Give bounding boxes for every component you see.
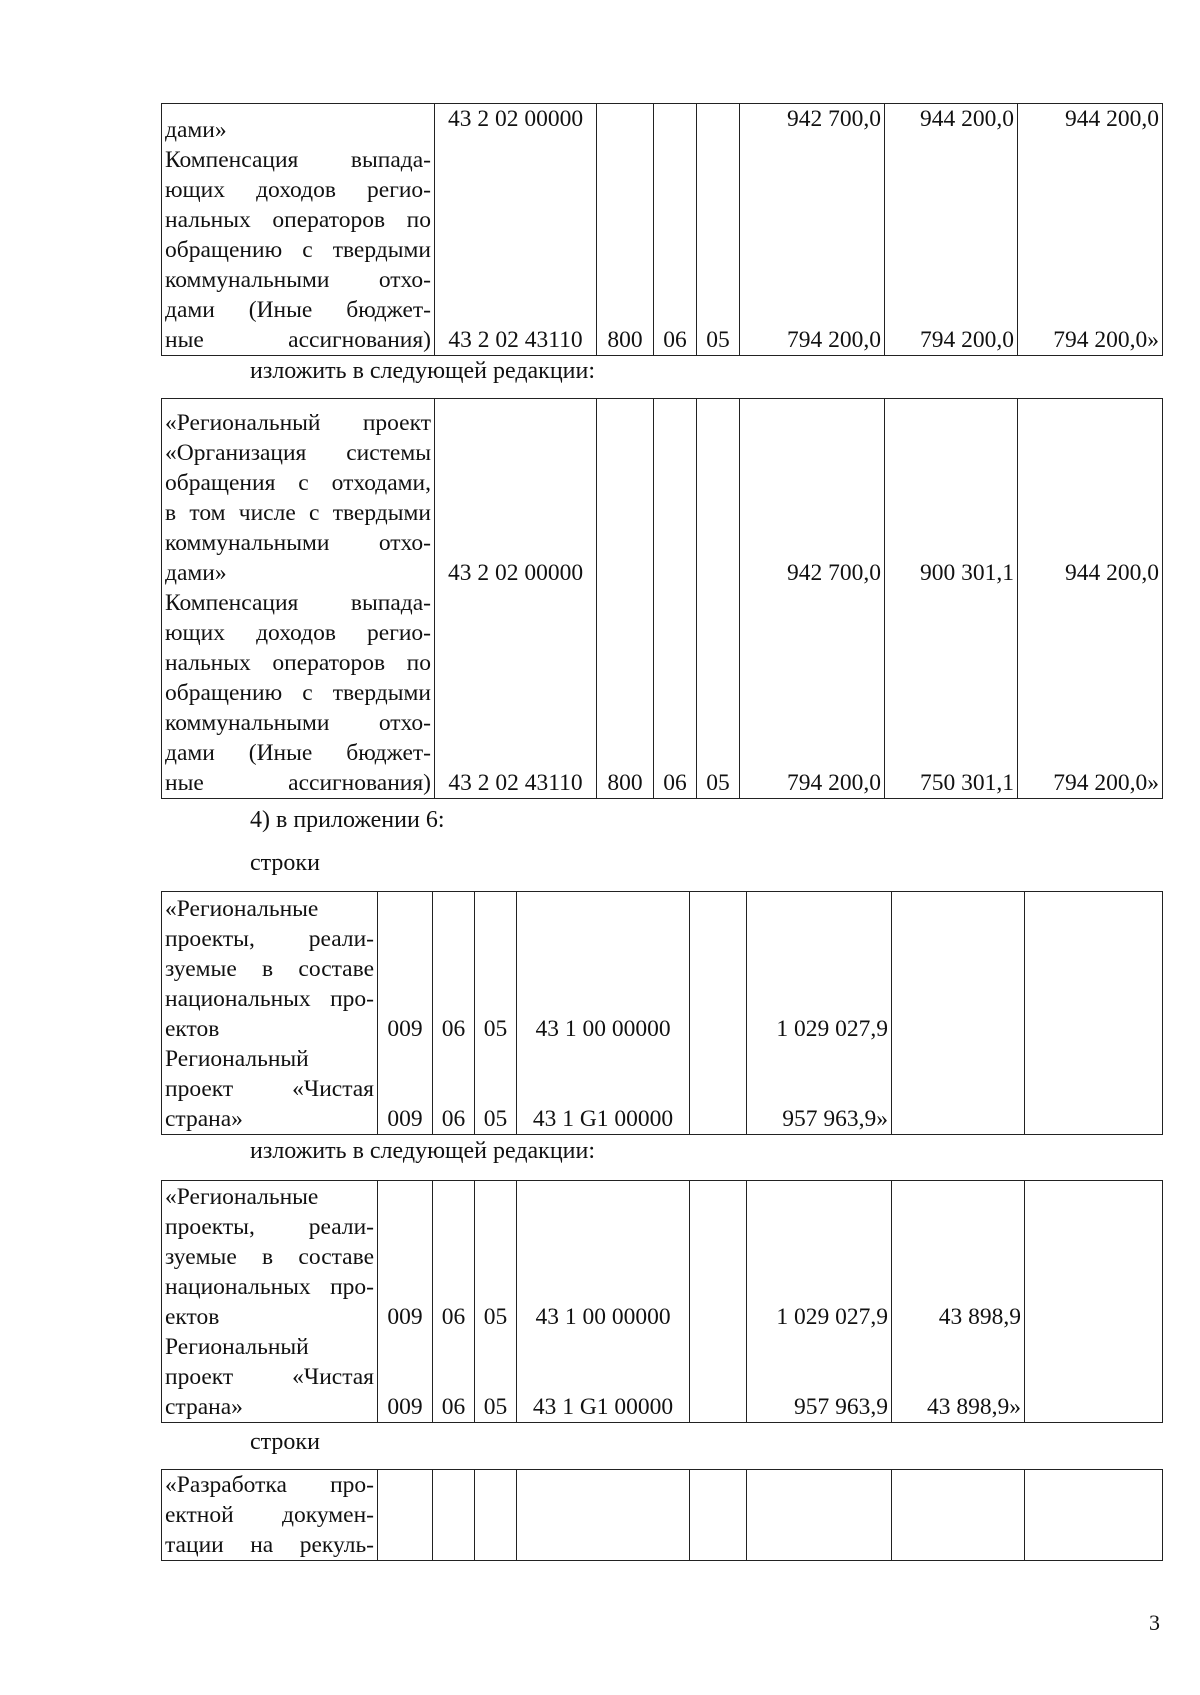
table2-description [162,399,435,799]
code-a: 43 2 02 00000 [447,106,584,132]
code-cell [517,1470,690,1561]
desc-line: страна» [165,1106,243,1132]
pr-cell [475,1470,517,1561]
vr-cell: 800 [597,104,654,356]
desc-line: проект «Чистая [165,1364,374,1390]
desc-line: обращению с твердыми [165,237,431,263]
rz-cell: 06 06 [433,892,475,1135]
desc-line: коммунальными отхо- [165,267,431,293]
desc-line: «Организация системы [165,440,431,466]
paragraph-rows-1: строки [250,850,320,876]
amount-cell-2 [892,892,1025,1135]
desc-line: Компенсация выпада- [165,590,431,616]
desc-line: дами» [165,560,227,586]
pr-cell: 05 [697,399,740,799]
desc-line: ектной докумен- [165,1502,374,1528]
vr-cell: 800 [597,399,654,799]
amount-cell-3: 944 200,0 794 200,0» [1018,104,1163,356]
paragraph-rows-2: строки [250,1429,320,1455]
table-5 [161,1469,1163,1561]
amount-cell-3 [1025,1470,1163,1561]
amount-cell-2 [892,1470,1025,1561]
grbs-cell: 009 009 [378,892,433,1135]
desc-line: обращения с отходами, [165,470,431,496]
table-3 [161,891,1163,1135]
desc-line: «Разработка про- [165,1472,374,1498]
table3-description [162,892,378,1135]
table5-description [162,1470,378,1561]
desc-line: дами (Иные бюджет- [165,297,431,323]
amount-cell-2: 43 898,9 43 898,9» [892,1181,1025,1423]
desc-line: в том числе с твердыми [165,500,431,526]
amount-cell-1: 942 700,0 794 200,0 [740,399,885,799]
table-4 [161,1180,1163,1423]
paragraph-edit-1: изложить в следующей редакции: [250,358,596,384]
code-cell: 43 1 00 00000 43 1 G1 00000 [517,892,690,1135]
amount-cell-1 [747,1470,892,1561]
desc-line: «Региональные [165,1184,319,1210]
desc-line: ющих доходов регио- [165,177,431,203]
desc-line: нальных операторов по [165,207,431,233]
desc-line: тации на рекуль- [165,1532,374,1558]
desc-line: национальных про- [165,1274,374,1300]
grbs-cell: 009 009 [378,1181,433,1423]
code-cell: 43 1 00 00000 43 1 G1 00000 [517,1181,690,1423]
table-2 [161,398,1163,799]
desc-line: зуемые в составе [165,956,374,982]
amount-cell-3: 944 200,0 794 200,0» [1018,399,1163,799]
amount-cell-2: 944 200,0 794 200,0 [885,104,1018,356]
grbs-cell [378,1470,433,1561]
amount-cell-3 [1025,1181,1163,1423]
desc-line: Региональный [165,1046,309,1072]
code-b: 43 2 02 43110 [448,770,583,796]
amount-cell-1: 942 700,0 794 200,0 [740,104,885,356]
desc-line: ные ассигнования) [165,327,431,353]
desc-line: нальных операторов по [165,650,431,676]
rz-cell: 06 [654,104,697,356]
paragraph-appendix: 4) в приложении 6: [250,807,445,833]
vr-cell [690,892,747,1135]
table-1 [161,103,1163,356]
code-b: 43 2 02 43110 [448,327,583,353]
code-a: 43 2 02 00000 [447,560,584,586]
pr-cell: 05 05 [475,1181,517,1423]
table4-description [162,1181,378,1423]
rz-cell [433,1470,475,1561]
desc-line: национальных про- [165,986,374,1012]
amount-cell-2: 900 301,1 750 301,1 [885,399,1018,799]
desc-line: Компенсация выпада- [165,147,431,173]
rz-cell: 06 [654,399,697,799]
amount-cell-1: 1 029 027,9 957 963,9 [747,1181,892,1423]
desc-line: обращению с твердыми [165,680,431,706]
vr-cell [690,1181,747,1423]
desc-line: зуемые в составе [165,1244,374,1270]
rz-cell: 06 06 [433,1181,475,1423]
desc-line: ектов [165,1304,220,1330]
table1-description [162,104,435,356]
code-cell [435,399,597,799]
desc-line: «Региональные [165,896,319,922]
desc-line: ные ассигнования) [165,770,431,796]
desc-line: дами (Иные бюджет- [165,740,431,766]
amount-cell-3 [1025,892,1163,1135]
desc-line: коммунальными отхо- [165,530,431,556]
desc-line: проекты, реали- [165,926,374,952]
desc-line: ектов [165,1016,220,1042]
desc-line: дами» [165,117,227,143]
amount-cell-1: 1 029 027,9 957 963,9» [747,892,892,1135]
desc-line: проекты, реали- [165,1214,374,1240]
desc-line: Региональный [165,1334,309,1360]
pr-cell: 05 05 [475,892,517,1135]
paragraph-edit-2: изложить в следующей редакции: [250,1138,596,1164]
vr-cell [690,1470,747,1561]
desc-line: «Региональный проект [165,410,431,436]
desc-line: проект «Чистая [165,1076,374,1102]
page-number: 3 [1149,1610,1160,1635]
pr-cell: 05 [697,104,740,356]
desc-line: страна» [165,1394,243,1420]
desc-line: коммунальными отхо- [165,710,431,736]
desc-line: ющих доходов регио- [165,620,431,646]
code-cell [435,104,597,356]
